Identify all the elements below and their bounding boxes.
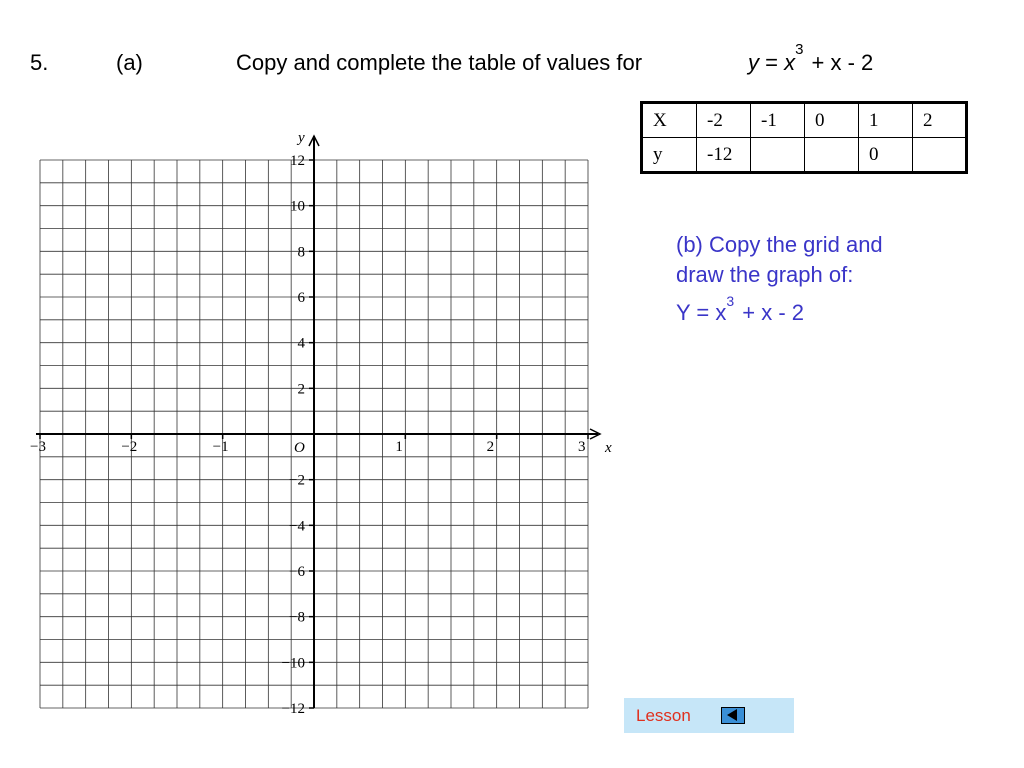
x-axis-label: x [605,440,612,456]
x-tick-label: 2 [486,439,495,455]
part-a-label: (a) [116,50,143,75]
table-cell: 2 [913,103,967,138]
part-b-eq-start: Y = x [676,300,727,325]
formula-exponent: 3 [795,41,804,58]
lesson-button[interactable] [624,698,794,733]
back-arrow-icon[interactable] [721,707,745,724]
y-axis-label: y [298,130,305,146]
x-tick-label: −3 [30,439,46,455]
part-b-line-1: (b) Copy the grid and [676,232,883,257]
part-b-line-2: draw the graph of: [676,262,854,287]
y-tick-label: −8 [289,609,305,626]
x-tick-label: −1 [212,439,229,455]
question-instruction: Copy and complete the table of values for [236,50,643,75]
part-b-eq-end: + x - 2 [736,300,805,325]
table-cell: y [642,138,697,173]
formula-base: x [784,50,796,75]
x-tick-label: 1 [395,439,403,455]
x-tick-label: −2 [121,439,138,455]
table-cell: X [642,103,697,138]
y-tick-label: 4 [297,335,305,352]
table-cell: -1 [751,103,805,138]
lesson-label: Lesson [636,705,691,725]
question-number: 5. [30,50,49,75]
y-tick-label: 12 [290,153,305,169]
table-cell: 1 [859,103,913,138]
y-tick-label: 2 [297,381,305,398]
y-tick-label: −2 [289,472,305,489]
formula-lhs: y [748,50,759,75]
table-cell: 0 [805,103,859,138]
y-tick-label: 6 [297,290,305,306]
table-cell: -12 [697,138,751,173]
y-tick-label: −10 [281,655,305,672]
y-tick-label: −6 [289,564,305,580]
formula-eq: = [759,50,785,75]
origin-label: O [294,440,305,456]
y-tick-label: 8 [297,244,305,261]
x-tick-label: 3 [578,439,586,455]
y-tick-label: −12 [281,701,305,717]
y-tick-label: −4 [289,518,305,535]
y-tick-label: 10 [290,198,305,215]
formula-rest: + x - 2 [805,50,874,75]
table-cell: 0 [859,138,913,173]
table-cell: -2 [697,103,751,138]
part-b-eq-exponent: 3 [726,293,735,309]
